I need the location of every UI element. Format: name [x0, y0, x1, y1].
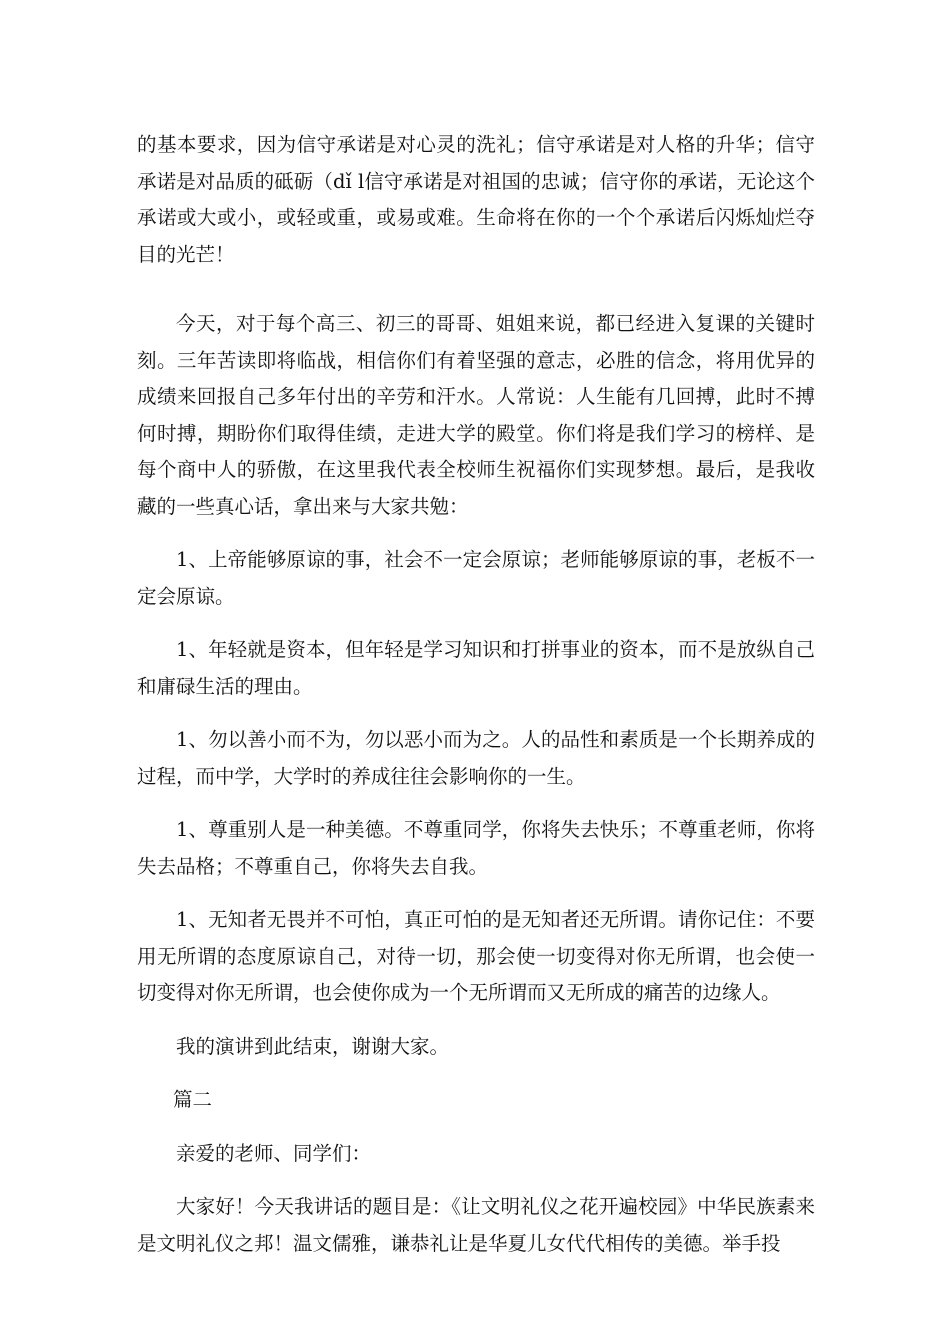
paragraph-advice-1: 1、上帝能够原谅的事，社会不一定会原谅；老师能够原谅的事，老板不一定会原谅。: [137, 548, 815, 608]
paragraph-promise: 的基本要求，因为信守承诺是对心灵的洗礼；信守承诺是对人格的升华；信守承诺是对品质的砥砺（dǐ l信守承诺是对祖国的忠诚；信守你的承诺，无论这个承诺或大或小，或轻或重，或易或难。生命将在你的一个个承诺后闪烁灿烂夺目的光芒！: [137, 133, 815, 266]
paragraph-closing-thanks: 我的演讲到此结束，谢谢大家。: [176, 1034, 450, 1058]
greeting: 亲爱的老师、同学们：: [176, 1141, 372, 1165]
paragraph-advice-5: 1、无知者无畏并不可怕，真正可怕的是无知者还无所谓。请你记住：不要用无所谓的态度原谅自己，对待一切，那会使一切变得对你无所谓，也会使一切变得对你无所谓，也会使你成为一个无所谓而又无所成的痛苦的边缘人。: [137, 908, 815, 1004]
document-body: [137, 127, 815, 1262]
paragraph-exam-encouragement: 今天，对于每个高三、初三的哥哥、姐姐来说，都已经进入复课的关键时刻。三年苦读即将临战，相信你们有着坚强的意志，必胜的信念，将用优异的成绩来回报自己多年付出的辛劳和汗水。人常说：人生能有几回搏，此时不搏何时搏，期盼你们取得佳绩，走进大学的殿堂。你们将是我们学习的榜样、是每个商中人的骄傲，在这里我代表全校师生祝福你们实现梦想。最后，是我收藏的一些真心话，拿出来与大家共勉：: [137, 312, 815, 518]
paragraph-advice-4: 1、尊重别人是一种美德。不尊重同学，你将失去快乐；不尊重老师，你将失去品格；不尊重自己，你将失去自我。: [137, 818, 815, 878]
section-heading: 篇二: [173, 1088, 213, 1111]
paragraph-civility-intro: 大家好！今天我讲话的题目是：《让文明礼仪之花开遍校园》中华民族素来是文明礼仪之邦！温文儒雅，谦恭礼让是华夏儿女代代相传的美德。举手投: [137, 1195, 815, 1255]
paragraph-advice-3: 1、勿以善小而不为，勿以恶小而为之。人的品性和素质是一个长期养成的过程，而中学，大学时的养成往往会影响你的一生。: [137, 728, 815, 788]
paragraph-advice-2: 1、年轻就是资本，但年轻是学习知识和打拼事业的资本，而不是放纵自己和庸碌生活的理由。: [137, 638, 815, 698]
